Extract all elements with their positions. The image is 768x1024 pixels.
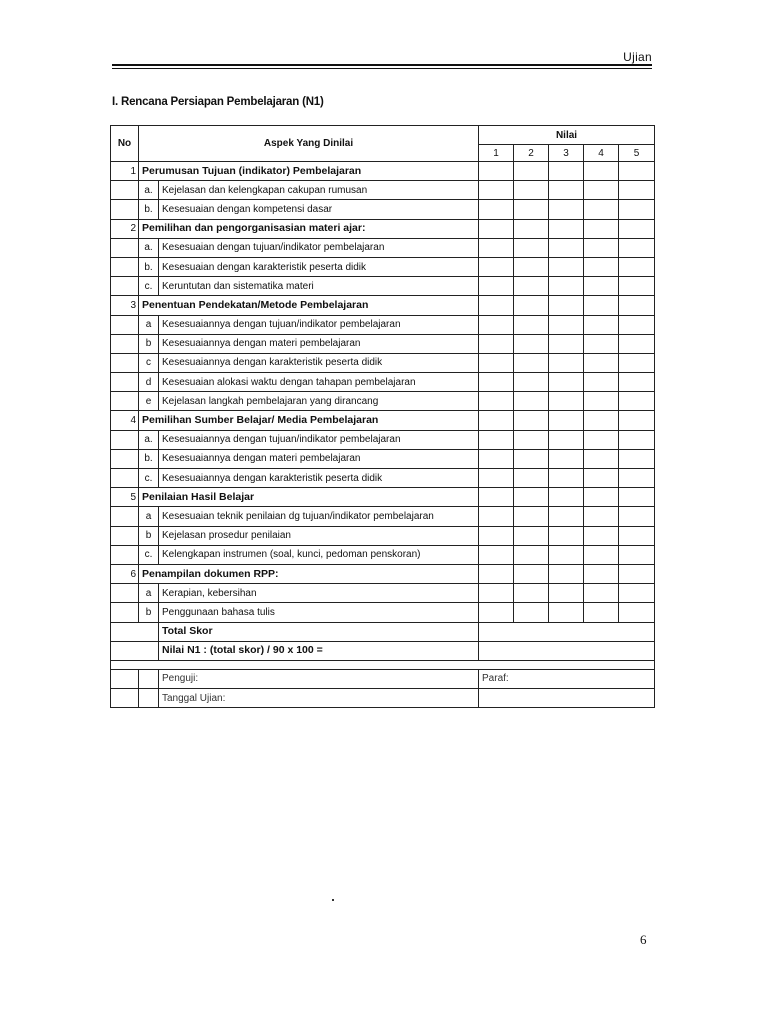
score-cell[interactable] (619, 603, 655, 622)
score-cell[interactable] (549, 545, 584, 564)
score-cell[interactable] (619, 430, 655, 449)
criteria-row (111, 353, 655, 372)
criteria-row (111, 181, 655, 200)
score-cell[interactable] (584, 238, 619, 257)
group-number: 1 (111, 162, 139, 181)
criteria-key: b (139, 526, 159, 545)
score-cell[interactable] (514, 584, 549, 603)
group-row (111, 162, 655, 181)
score-cell[interactable] (549, 257, 584, 276)
score-cell[interactable] (619, 392, 655, 411)
score-cell[interactable] (584, 353, 619, 372)
score-cell[interactable] (549, 373, 584, 392)
score-cell[interactable] (619, 488, 655, 507)
criteria-text: Kesesuaiannya dengan tujuan/indikator pembelajaran (159, 315, 479, 334)
criteria-row (111, 603, 655, 622)
criteria-row (111, 257, 655, 276)
score-cell[interactable] (479, 315, 514, 334)
score-cell[interactable] (619, 257, 655, 276)
score-cell[interactable] (584, 449, 619, 468)
group-number: 2 (111, 219, 139, 238)
group-title: Pemilihan dan pengorganisasian materi ajar: (139, 219, 479, 238)
criteria-text: Kejelasan prosedur penilaian (159, 526, 479, 545)
criteria-text: Kesesuaian dengan karakteristik peserta didik (159, 257, 479, 276)
score-cell[interactable] (479, 488, 514, 507)
criteria-row (111, 334, 655, 353)
score-cell[interactable] (584, 162, 619, 181)
score-cell[interactable] (514, 181, 549, 200)
score-cell[interactable] (619, 162, 655, 181)
score-cell[interactable] (514, 469, 549, 488)
score-cell[interactable] (479, 584, 514, 603)
table-body (111, 162, 655, 623)
score-cell[interactable] (549, 277, 584, 296)
score-cell[interactable] (619, 238, 655, 257)
score-cell[interactable] (479, 200, 514, 219)
score-cell[interactable] (479, 449, 514, 468)
stray-mark (332, 899, 334, 901)
score-cell[interactable] (619, 334, 655, 353)
group-row (111, 488, 655, 507)
score-cell[interactable] (584, 603, 619, 622)
score-cell[interactable] (549, 603, 584, 622)
column-header-nilai: Nilai (479, 126, 655, 145)
score-cell[interactable] (619, 526, 655, 545)
score-cell[interactable] (479, 219, 514, 238)
penguji-row (111, 669, 655, 688)
criteria-text: Kesesuaian teknik penilaian dg tujuan/indikator pembelajaran (159, 507, 479, 526)
score-cell[interactable] (584, 488, 619, 507)
score-cell[interactable] (584, 584, 619, 603)
score-cell[interactable] (619, 507, 655, 526)
score-cell[interactable] (619, 545, 655, 564)
score-cell[interactable] (514, 449, 549, 468)
score-cell[interactable] (584, 219, 619, 238)
criteria-text: Kejelasan langkah pembelajaran yang dirancang (159, 392, 479, 411)
score-cell[interactable] (584, 526, 619, 545)
penguji-label[interactable]: Penguji: (159, 669, 479, 688)
nilai-n1-row (111, 641, 655, 660)
criteria-key: d (139, 373, 159, 392)
paraf-label[interactable]: Paraf: (479, 669, 655, 688)
criteria-text: Kesesuaiannya dengan karakteristik peserta didik (159, 469, 479, 488)
score-cell[interactable] (584, 545, 619, 564)
score-cell[interactable] (479, 507, 514, 526)
score-cell[interactable] (549, 238, 584, 257)
criteria-key: a (139, 315, 159, 334)
criteria-text: Kesesuaian alokasi waktu dengan tahapan pembelajaran (159, 373, 479, 392)
total-skor-row (111, 622, 655, 641)
score-cell[interactable] (479, 181, 514, 200)
score-cell[interactable] (514, 238, 549, 257)
criteria-row (111, 392, 655, 411)
score-cell[interactable] (514, 296, 549, 315)
column-header-no: No (111, 126, 139, 162)
score-cell[interactable] (549, 296, 584, 315)
score-cell[interactable] (584, 181, 619, 200)
nilai-n1-label: Nilai N1 : (total skor) / 90 x 100 = (159, 641, 479, 660)
tanggal-row (111, 689, 655, 708)
score-cell[interactable] (619, 219, 655, 238)
score-cell[interactable] (479, 526, 514, 545)
criteria-text: Kesesuaiannya dengan materi pembelajaran (159, 334, 479, 353)
score-cell[interactable] (549, 449, 584, 468)
criteria-text: Kesesuaiannya dengan materi pembelajaran (159, 449, 479, 468)
criteria-key: c. (139, 469, 159, 488)
score-cell[interactable] (584, 315, 619, 334)
score-cell[interactable] (479, 564, 514, 583)
score-cell[interactable] (619, 449, 655, 468)
group-number: 3 (111, 296, 139, 315)
score-cell[interactable] (514, 392, 549, 411)
criteria-text: Penggunaan bahasa tulis (159, 603, 479, 622)
score-cell[interactable] (479, 411, 514, 430)
score-cell[interactable] (619, 373, 655, 392)
score-cell[interactable] (584, 564, 619, 583)
score-cell[interactable] (619, 411, 655, 430)
score-cell[interactable] (549, 219, 584, 238)
score-cell[interactable] (584, 334, 619, 353)
group-number: 5 (111, 488, 139, 507)
score-level-header: 4 (584, 145, 619, 162)
score-cell[interactable] (584, 469, 619, 488)
criteria-key: c. (139, 545, 159, 564)
criteria-row (111, 449, 655, 468)
score-cell[interactable] (619, 296, 655, 315)
criteria-key: a. (139, 181, 159, 200)
score-cell[interactable] (619, 277, 655, 296)
score-cell[interactable] (514, 200, 549, 219)
criteria-row (111, 526, 655, 545)
total-skor-label: Total Skor (159, 622, 479, 641)
criteria-key: a (139, 507, 159, 526)
criteria-key: b (139, 334, 159, 353)
score-cell[interactable] (514, 411, 549, 430)
score-cell[interactable] (549, 564, 584, 583)
score-cell[interactable] (619, 315, 655, 334)
total-skor-value[interactable] (479, 622, 655, 641)
criteria-row (111, 507, 655, 526)
score-cell[interactable] (514, 277, 549, 296)
criteria-row (111, 469, 655, 488)
score-cell[interactable] (549, 181, 584, 200)
criteria-text: Keruntutan dan sistematika materi (159, 277, 479, 296)
score-cell[interactable] (584, 296, 619, 315)
score-cell[interactable] (549, 200, 584, 219)
score-cell[interactable] (514, 334, 549, 353)
score-cell[interactable] (549, 469, 584, 488)
header-rule-thin (112, 68, 652, 69)
group-title: Pemilihan Sumber Belajar/ Media Pembelajaran (139, 411, 479, 430)
criteria-text: Kejelasan dan kelengkapan cakupan rumusan (159, 181, 479, 200)
criteria-row (111, 200, 655, 219)
score-cell[interactable] (479, 162, 514, 181)
score-cell[interactable] (514, 507, 549, 526)
group-row (111, 296, 655, 315)
score-cell[interactable] (479, 392, 514, 411)
page-number: 6 (640, 932, 647, 947)
score-cell[interactable] (619, 584, 655, 603)
criteria-row (111, 315, 655, 334)
score-cell[interactable] (584, 200, 619, 219)
score-cell[interactable] (584, 430, 619, 449)
score-cell[interactable] (514, 257, 549, 276)
score-cell[interactable] (619, 200, 655, 219)
score-cell[interactable] (514, 526, 549, 545)
criteria-text: Kesesuaian dengan tujuan/indikator pembelajaran (159, 238, 479, 257)
score-cell[interactable] (549, 584, 584, 603)
score-cell[interactable] (549, 392, 584, 411)
table-spacer (111, 660, 655, 669)
score-cell[interactable] (514, 373, 549, 392)
criteria-key: b. (139, 449, 159, 468)
column-header-aspek: Aspek Yang Dinilai (139, 126, 479, 162)
score-cell[interactable] (479, 238, 514, 257)
criteria-key: b. (139, 257, 159, 276)
criteria-key: a. (139, 238, 159, 257)
score-cell[interactable] (479, 257, 514, 276)
criteria-row (111, 238, 655, 257)
criteria-key: b (139, 603, 159, 622)
group-row (111, 564, 655, 583)
criteria-row (111, 545, 655, 564)
score-level-header: 3 (549, 145, 584, 162)
page-header-label: Ujian (623, 50, 652, 64)
score-cell[interactable] (619, 353, 655, 372)
criteria-key: c (139, 353, 159, 372)
group-number: 4 (111, 411, 139, 430)
tanggal-ujian-label[interactable]: Tanggal Ujian: (159, 689, 479, 708)
score-cell[interactable] (584, 507, 619, 526)
group-title: Penentuan Pendekatan/Metode Pembelajaran (139, 296, 479, 315)
criteria-key: e (139, 392, 159, 411)
score-level-header: 2 (514, 145, 549, 162)
score-cell[interactable] (479, 469, 514, 488)
score-cell[interactable] (514, 430, 549, 449)
score-level-header: 5 (619, 145, 655, 162)
criteria-key: a. (139, 430, 159, 449)
score-cell[interactable] (549, 334, 584, 353)
score-cell[interactable] (479, 296, 514, 315)
group-number: 6 (111, 564, 139, 583)
group-row (111, 411, 655, 430)
group-title: Perumusan Tujuan (indikator) Pembelajaran (139, 162, 479, 181)
score-cell[interactable] (549, 488, 584, 507)
criteria-text: Kesesuaiannya dengan karakteristik peserta didik (159, 353, 479, 372)
score-cell[interactable] (584, 257, 619, 276)
totals-section (111, 622, 655, 708)
criteria-row (111, 584, 655, 603)
score-level-header: 1 (479, 145, 514, 162)
nilai-n1-value[interactable] (479, 641, 655, 660)
score-cell[interactable] (584, 411, 619, 430)
score-cell[interactable] (514, 564, 549, 583)
score-cell[interactable] (479, 545, 514, 564)
criteria-key: b. (139, 200, 159, 219)
score-cell[interactable] (549, 315, 584, 334)
score-cell[interactable] (479, 334, 514, 353)
score-cell[interactable] (479, 603, 514, 622)
assessment-table (110, 125, 655, 708)
score-cell[interactable] (514, 219, 549, 238)
score-cell[interactable] (514, 488, 549, 507)
score-cell[interactable] (619, 469, 655, 488)
score-cell[interactable] (514, 353, 549, 372)
criteria-row (111, 430, 655, 449)
criteria-text: Kesesuaiannya dengan tujuan/indikator pembelajaran (159, 430, 479, 449)
score-cell[interactable] (584, 277, 619, 296)
criteria-text: Kesesuaian dengan kompetensi dasar (159, 200, 479, 219)
score-cell[interactable] (514, 603, 549, 622)
group-row (111, 219, 655, 238)
criteria-row (111, 373, 655, 392)
score-cell[interactable] (549, 507, 584, 526)
score-cell[interactable] (584, 373, 619, 392)
score-cell[interactable] (549, 430, 584, 449)
score-cell[interactable] (514, 545, 549, 564)
score-cell[interactable] (549, 526, 584, 545)
score-cell[interactable] (584, 392, 619, 411)
section-title: I. Rencana Persiapan Pembelajaran (N1) (112, 96, 324, 108)
criteria-text: Kerapian, kebersihan (159, 584, 479, 603)
header-rule (112, 64, 652, 66)
score-cell[interactable] (479, 430, 514, 449)
score-cell[interactable] (479, 277, 514, 296)
score-cell[interactable] (549, 353, 584, 372)
score-cell[interactable] (479, 353, 514, 372)
criteria-key: c. (139, 277, 159, 296)
score-cell[interactable] (549, 162, 584, 181)
criteria-text: Kelengkapan instrumen (soal, kunci, pedoman penskoran) (159, 545, 479, 564)
score-cell[interactable] (479, 373, 514, 392)
group-title: Penampilan dokumen RPP: (139, 564, 479, 583)
score-cell[interactable] (619, 181, 655, 200)
score-cell[interactable] (549, 411, 584, 430)
group-title: Penilaian Hasil Belajar (139, 488, 479, 507)
criteria-key: a (139, 584, 159, 603)
score-cell[interactable] (514, 315, 549, 334)
criteria-row (111, 277, 655, 296)
score-cell[interactable] (514, 162, 549, 181)
score-cell[interactable] (619, 564, 655, 583)
